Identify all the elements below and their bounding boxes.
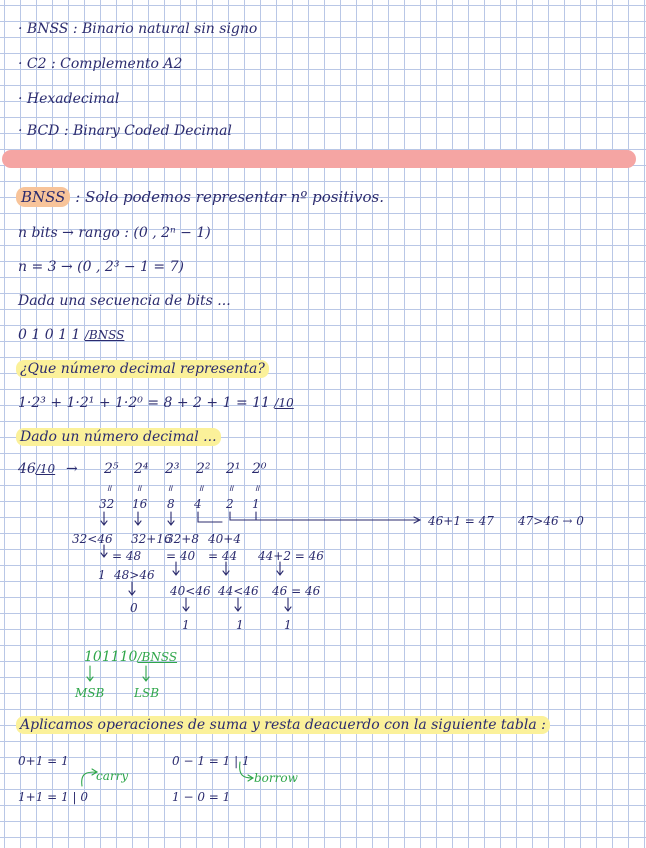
binary-digits: 0 1 0 1 1 xyxy=(18,327,81,343)
down-arrow-icon xyxy=(285,598,291,611)
bnss-intro: : Solo podemos representar nº positivos. xyxy=(75,188,385,206)
sequence-text: Dada una secuencia de bits ... xyxy=(18,293,231,309)
bit-one: 1 xyxy=(182,618,190,632)
eq-mark: ॥ xyxy=(228,484,234,494)
sum-rule-2: 1+1 = 1 | 0 xyxy=(18,790,88,804)
carry-label: carry xyxy=(96,769,129,783)
step-32-16: 32+16 xyxy=(131,532,172,546)
step-32-8: 32+8 xyxy=(166,532,199,546)
binary-subscript: /BNSS xyxy=(84,328,125,342)
bnss-tag: BNSS xyxy=(16,187,70,207)
down-arrow-icon xyxy=(135,512,141,525)
result-digits: 101110 xyxy=(84,649,138,665)
msb-arrow-icon xyxy=(87,666,93,681)
weight-4: 4 xyxy=(194,497,202,511)
arrow-glyph: → xyxy=(66,461,78,477)
list-item-bnss: · BNSS : Binario natural sin signo xyxy=(18,21,258,37)
bit-zero: 0 xyxy=(130,601,138,615)
calc-expression: 1·2³ + 1·2¹ + 1·2⁰ = 8 + 2 + 1 = 11 xyxy=(18,395,270,411)
lsb-label: LSB xyxy=(134,686,160,700)
borrow-arrow-icon xyxy=(240,762,253,781)
side-note-compare: 47>46 → 0 xyxy=(518,514,584,528)
weight-2: 2 xyxy=(226,497,234,511)
power-2-2: 2² xyxy=(196,461,211,477)
list-item-c2: · C2 : Complemento A2 xyxy=(18,56,183,72)
eq-mark: ॥ xyxy=(198,484,204,494)
eq-mark: ॥ xyxy=(106,484,112,494)
down-arrow-icon xyxy=(235,598,241,611)
sum-40: = 40 xyxy=(166,549,196,563)
down-arrow-icon xyxy=(129,582,135,595)
compare-40-46: 40<46 xyxy=(170,584,211,598)
carry-arrow-icon xyxy=(82,769,97,786)
list-item-hex: · Hexadecimal xyxy=(18,91,120,107)
operations-text: Aplicamos operaciones de suma y resta deacuerdo con la siguiente tabla : xyxy=(16,716,550,734)
down-arrow-icon xyxy=(277,562,283,575)
down-arrow-icon xyxy=(183,598,189,611)
power-2-1: 2¹ xyxy=(226,461,241,477)
down-arrow-icon xyxy=(223,562,229,575)
connector-line xyxy=(198,512,222,522)
lsb-arrow-icon xyxy=(143,666,149,681)
borrow-label: borrow xyxy=(254,771,298,785)
bit-one: 1 xyxy=(284,618,292,632)
dado-text: Dado un número decimal ... xyxy=(16,428,221,446)
calc-subscript: /10 xyxy=(274,396,294,410)
bit-one: 1 xyxy=(98,568,106,582)
range-formula: n bits → rango : (0 , 2ⁿ − 1) xyxy=(18,225,211,241)
power-2-5: 2⁵ xyxy=(104,461,119,477)
bit-one: 1 xyxy=(236,618,244,632)
range-example: n = 3 → (0 , 2³ − 1 = 7) xyxy=(18,259,184,275)
step-32-46: 32<46 xyxy=(72,532,113,546)
msb-label: MSB xyxy=(75,686,105,700)
sub-rule-2: 1 − 0 = 1 xyxy=(172,790,231,804)
weight-16: 16 xyxy=(132,497,148,511)
power-2-0: 2⁰ xyxy=(252,461,267,477)
list-item-bcd: · BCD : Binary Coded Decimal xyxy=(18,123,232,139)
compare-48-46: 48>46 xyxy=(114,568,155,582)
result-subscript: /BNSS xyxy=(137,650,178,664)
sum-rule-1: 0+1 = 1 xyxy=(18,754,69,768)
power-2-4: 2⁴ xyxy=(134,461,149,477)
weight-1: 1 xyxy=(252,497,260,511)
down-arrow-icon xyxy=(101,545,107,557)
power-2-3: 2³ xyxy=(165,461,180,477)
weight-32: 32 xyxy=(99,497,115,511)
step-40-4: 40+4 xyxy=(208,532,241,546)
compare-46-46: 46 = 46 xyxy=(272,584,321,598)
decimal-subscript: /10 xyxy=(35,462,56,476)
sum-44: = 44 xyxy=(208,549,238,563)
eq-mark: ॥ xyxy=(254,484,260,494)
sub-rule-1: 0 − 1 = 1 | 1 xyxy=(172,754,250,768)
down-arrow-icon xyxy=(101,512,107,525)
decimal-number: 46 xyxy=(18,461,36,477)
weight-8: 8 xyxy=(167,497,175,511)
down-arrow-icon xyxy=(168,512,174,525)
sum-48: = 48 xyxy=(112,549,142,563)
compare-44-46: 44<46 xyxy=(218,584,259,598)
sum-46: 44+2 = 46 xyxy=(258,549,324,563)
down-arrow-icon xyxy=(173,562,179,575)
eq-mark: ॥ xyxy=(136,484,142,494)
side-note-sum: 46+1 = 47 xyxy=(428,514,494,528)
eq-mark: ॥ xyxy=(167,484,173,494)
question-text: ¿Que número decimal representa? xyxy=(16,360,269,378)
right-arrow-icon xyxy=(230,512,420,523)
